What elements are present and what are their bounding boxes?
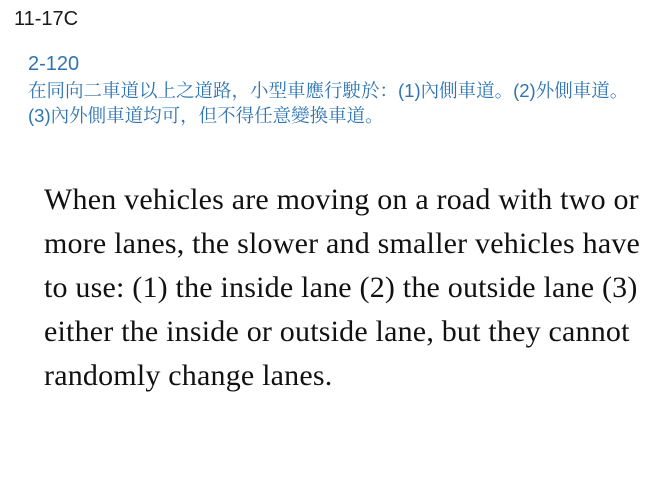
question-number: 2-120	[28, 53, 80, 75]
answer-block	[44, 178, 644, 398]
question-block	[28, 52, 636, 128]
question-text-chinese: 在同向二車道以上之道路，小型車應行駛於：(1)內側車道。(2)外側車道。(3)內外側車道均可，但不得任意變換車道。	[28, 80, 629, 126]
answer-text-english: When vehicles are moving on a road with two or more lanes, the slower and smaller vehicles have to use: (1) the inside lane (2) the outside lane (3) either the inside or outside lane, but they cannot randomly change lanes.	[44, 183, 641, 392]
slide-code: 11-17C	[14, 8, 79, 30]
